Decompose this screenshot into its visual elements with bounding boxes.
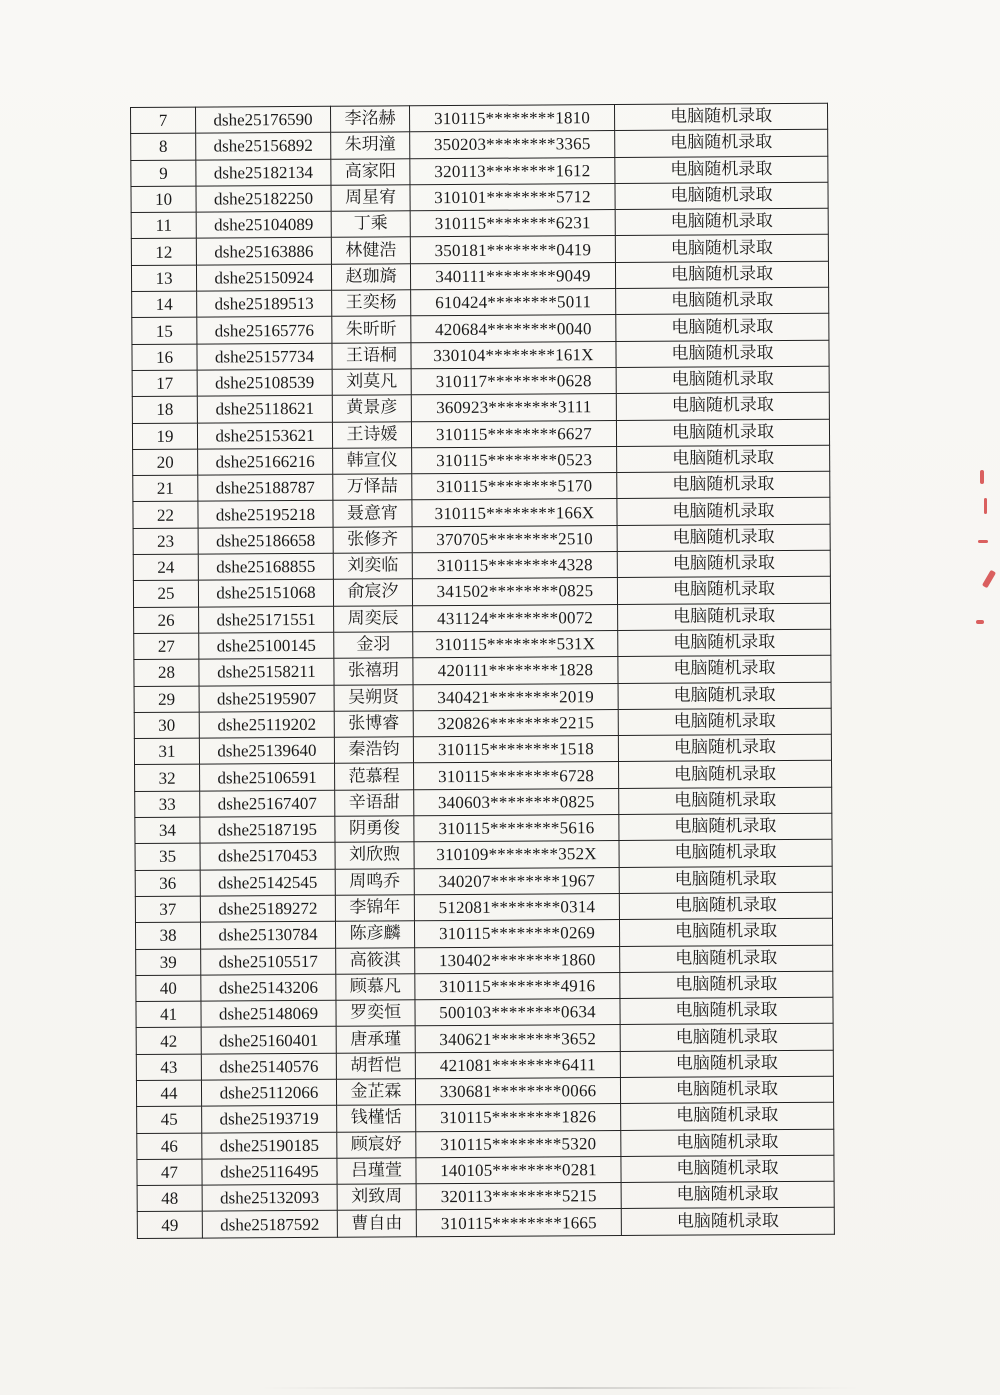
cell-registration-id: dshe25119202 (199, 711, 334, 738)
cell-admission-method: 电脑随机录取 (620, 1024, 833, 1052)
cell-id-card: 350181********0419 (410, 236, 615, 264)
cell-registration-id: dshe25118621 (197, 396, 332, 423)
cell-admission-method: 电脑随机录取 (615, 235, 828, 263)
cell-index: 24 (133, 554, 198, 581)
cell-index: 14 (132, 291, 197, 318)
cell-index: 23 (133, 528, 198, 555)
cell-admission-method: 电脑随机录取 (620, 971, 833, 999)
cell-student-name: 金芷霖 (336, 1079, 415, 1106)
cell-student-name: 王诗媛 (332, 421, 411, 448)
table-row (135, 866, 832, 897)
cell-student-name: 胡哲恺 (336, 1052, 415, 1079)
cell-id-card: 340621********3652 (415, 1025, 620, 1053)
table-row (131, 130, 828, 161)
cell-admission-method: 电脑随机录取 (618, 603, 831, 631)
cell-student-name: 朱昕昕 (332, 316, 411, 343)
cell-id-card: 320113********1612 (410, 157, 615, 185)
cell-index: 38 (135, 922, 200, 949)
cell-registration-id: dshe25105517 (201, 948, 336, 975)
cell-student-name: 刘欣煦 (335, 842, 414, 869)
table-row (134, 655, 831, 686)
cell-student-name: 辛语甜 (335, 789, 414, 816)
cell-admission-method: 电脑随机录取 (617, 445, 830, 473)
cell-student-name: 张禧玥 (334, 658, 413, 685)
cell-registration-id: dshe25176590 (196, 106, 331, 133)
table-row (135, 787, 832, 818)
table-row (137, 1208, 834, 1239)
cell-student-name: 范慕程 (335, 763, 414, 790)
table-row (132, 287, 829, 318)
cell-registration-id: dshe25168855 (198, 553, 333, 580)
cell-student-name: 张博睿 (334, 711, 413, 738)
table-row (132, 340, 829, 371)
table-row (133, 524, 830, 555)
cell-student-name: 曹自由 (337, 1210, 416, 1237)
cell-student-name: 刘莫凡 (332, 369, 411, 396)
cell-student-name: 刘奕临 (333, 553, 412, 580)
cell-index: 12 (131, 239, 196, 266)
cell-id-card: 310115********6231 (410, 210, 615, 238)
cell-index: 26 (134, 607, 199, 634)
cell-admission-method: 电脑随机录取 (621, 1208, 834, 1236)
cell-registration-id: dshe25195907 (199, 685, 334, 712)
cell-student-name: 刘致周 (337, 1184, 416, 1211)
cell-admission-method: 电脑随机录取 (619, 761, 832, 789)
table-row (136, 1050, 833, 1081)
table-row (136, 945, 833, 976)
cell-id-card: 320826********2215 (413, 709, 618, 737)
cell-admission-method: 电脑随机录取 (618, 655, 831, 683)
cell-registration-id: dshe25150924 (196, 264, 331, 291)
table-row (135, 892, 832, 923)
cell-registration-id: dshe25163886 (196, 238, 331, 265)
cell-index: 10 (131, 186, 196, 213)
cell-registration-id: dshe25189272 (200, 895, 335, 922)
cell-student-name: 阴勇俊 (335, 816, 414, 843)
table-row (131, 208, 828, 239)
cell-registration-id: dshe25106591 (200, 764, 335, 791)
cell-index: 22 (133, 502, 198, 529)
cell-admission-method: 电脑随机录取 (617, 471, 830, 499)
cell-admission-method: 电脑随机录取 (617, 498, 830, 526)
cell-registration-id: dshe25112066 (201, 1079, 336, 1106)
cell-index: 45 (137, 1106, 202, 1133)
cell-index: 40 (136, 975, 201, 1002)
cell-index: 8 (131, 133, 196, 160)
cell-index: 21 (133, 475, 198, 502)
cell-id-card: 310115********5320 (416, 1130, 621, 1158)
cell-id-card: 512081********0314 (414, 893, 619, 921)
cell-id-card: 310115********5616 (414, 815, 619, 843)
cell-admission-method: 电脑随机录取 (619, 918, 832, 946)
table-row (132, 314, 829, 345)
cell-admission-method: 电脑随机录取 (615, 261, 828, 289)
cell-registration-id: dshe25108539 (197, 369, 332, 396)
cell-admission-method: 电脑随机录取 (617, 577, 830, 605)
cell-id-card: 310117********0628 (411, 368, 616, 396)
table-row (133, 550, 830, 581)
cell-id-card: 340421********2019 (413, 683, 618, 711)
table-row (136, 997, 833, 1028)
cell-registration-id: dshe25160401 (201, 1027, 336, 1054)
table-row (133, 445, 830, 476)
cell-admission-method: 电脑随机录取 (620, 945, 833, 973)
cell-admission-method: 电脑随机录取 (619, 866, 832, 894)
cell-admission-method: 电脑随机录取 (616, 314, 829, 342)
cell-id-card: 310115********1810 (409, 105, 614, 133)
table-row (131, 182, 828, 213)
table-row (134, 629, 831, 660)
cell-student-name: 顾宸妤 (337, 1131, 416, 1158)
cell-id-card: 310115********0523 (412, 446, 617, 474)
cell-id-card: 130402********1860 (415, 946, 620, 974)
admission-table-wrapper (130, 103, 829, 1239)
table-row (131, 235, 828, 266)
cell-student-name: 朱玥潼 (331, 132, 410, 159)
cell-registration-id: dshe25140576 (201, 1053, 336, 1080)
cell-id-card: 340111********9049 (410, 262, 615, 290)
cell-index: 28 (134, 659, 199, 686)
cell-index: 48 (137, 1185, 202, 1212)
cell-student-name: 王语桐 (332, 342, 411, 369)
cell-student-name: 顾慕凡 (336, 974, 415, 1001)
cell-admission-method: 电脑随机录取 (619, 813, 832, 841)
cell-id-card: 310101********5712 (410, 183, 615, 211)
cell-student-name: 张修齐 (333, 527, 412, 554)
cell-admission-method: 电脑随机录取 (618, 734, 831, 762)
cell-admission-method: 电脑随机录取 (620, 997, 833, 1025)
cell-registration-id: dshe25100145 (199, 632, 334, 659)
table-row (132, 419, 829, 450)
cell-id-card: 310115********166X (412, 499, 617, 527)
cell-id-card: 341502********0825 (412, 578, 617, 606)
cell-student-name: 万怿喆 (333, 474, 412, 501)
table-row (135, 918, 832, 949)
cell-id-card: 310115********1826 (416, 1104, 621, 1132)
cell-index: 42 (136, 1027, 201, 1054)
cell-admission-method: 电脑随机录取 (621, 1181, 834, 1209)
cell-index: 29 (134, 686, 199, 713)
cell-student-name: 周奕辰 (334, 605, 413, 632)
cell-admission-method: 电脑随机录取 (614, 103, 827, 131)
admission-table (130, 103, 835, 1239)
cell-index: 20 (133, 449, 198, 476)
cell-admission-method: 电脑随机录取 (621, 1103, 834, 1131)
cell-admission-method: 电脑随机录取 (619, 892, 832, 920)
cell-student-name: 黄景彦 (332, 395, 411, 422)
cell-id-card: 610424********5011 (411, 289, 616, 317)
cell-index: 11 (131, 212, 196, 239)
cell-id-card: 310115********531X (413, 630, 618, 658)
cell-admission-method: 电脑随机录取 (616, 340, 829, 368)
cell-admission-method: 电脑随机录取 (621, 1155, 834, 1183)
cell-index: 34 (135, 817, 200, 844)
cell-student-name: 金羽 (334, 632, 413, 659)
cell-index: 44 (136, 1080, 201, 1107)
cell-registration-id: dshe25139640 (199, 737, 334, 764)
cell-admission-method: 电脑随机录取 (620, 1050, 833, 1078)
cell-index: 18 (132, 396, 197, 423)
cell-index: 46 (137, 1133, 202, 1160)
cell-registration-id: dshe25151068 (198, 580, 333, 607)
cell-admission-method: 电脑随机录取 (619, 787, 832, 815)
cell-id-card: 310115********0269 (414, 920, 619, 948)
cell-registration-id: dshe25193719 (202, 1106, 337, 1133)
cell-registration-id: dshe25167407 (200, 790, 335, 817)
cell-student-name: 吴朔贤 (334, 684, 413, 711)
cell-index: 17 (132, 370, 197, 397)
cell-index: 49 (137, 1212, 202, 1239)
cell-index: 16 (132, 344, 197, 371)
cell-id-card: 431124********0072 (413, 604, 618, 632)
page-bottom-shadow (260, 1387, 860, 1389)
cell-registration-id: dshe25195218 (198, 501, 333, 528)
table-row (136, 1024, 833, 1055)
cell-student-name: 罗奕恒 (336, 1000, 415, 1027)
cell-registration-id: dshe25171551 (199, 606, 334, 633)
table-row (134, 682, 831, 713)
cell-admission-method: 电脑随机录取 (617, 550, 830, 578)
cell-registration-id: dshe25187195 (200, 816, 335, 843)
cell-registration-id: dshe25188787 (198, 474, 333, 501)
table-row (132, 392, 829, 423)
cell-student-name: 吕瑾萱 (337, 1158, 416, 1185)
cell-admission-method: 电脑随机录取 (616, 366, 829, 394)
cell-index: 15 (132, 317, 197, 344)
cell-index: 27 (134, 633, 199, 660)
cell-id-card: 350203********3365 (410, 131, 615, 159)
cell-registration-id: dshe25189513 (197, 290, 332, 317)
cell-id-card: 340603********0825 (414, 788, 619, 816)
cell-id-card: 421081********6411 (415, 1051, 620, 1079)
table-row (134, 603, 831, 634)
cell-index: 7 (131, 107, 196, 134)
admission-table-body (131, 103, 835, 1238)
cell-admission-method: 电脑随机录取 (618, 708, 831, 736)
table-row (133, 471, 830, 502)
cell-admission-method: 电脑随机录取 (615, 182, 828, 210)
table-row (134, 708, 831, 739)
cell-index: 30 (134, 712, 199, 739)
cell-student-name: 俞宸汐 (333, 579, 412, 606)
cell-admission-method: 电脑随机录取 (621, 1129, 834, 1157)
cell-registration-id: dshe25153621 (197, 422, 332, 449)
cell-student-name: 赵珈旖 (331, 264, 410, 291)
cell-id-card: 370705********2510 (412, 525, 617, 553)
cell-index: 13 (131, 265, 196, 292)
cell-id-card: 310115********6728 (414, 762, 619, 790)
cell-registration-id: dshe25186658 (198, 527, 333, 554)
cell-registration-id: dshe25158211 (199, 658, 334, 685)
cell-id-card: 310115********6627 (411, 420, 616, 448)
cell-id-card: 420684********0040 (411, 315, 616, 343)
cell-registration-id: dshe25187592 (202, 1211, 337, 1238)
cell-student-name: 唐承瑾 (336, 1026, 415, 1053)
cell-index: 37 (135, 896, 200, 923)
cell-student-name: 秦浩钧 (334, 737, 413, 764)
cell-registration-id: dshe25156892 (196, 133, 331, 160)
cell-admission-method: 电脑随机录取 (616, 392, 829, 420)
cell-id-card: 320113********5215 (416, 1183, 621, 1211)
cell-index: 47 (137, 1159, 202, 1186)
cell-student-name: 王奕杨 (332, 290, 411, 317)
cell-index: 33 (135, 791, 200, 818)
cell-student-name: 丁乘 (331, 211, 410, 238)
cell-registration-id: dshe25166216 (198, 448, 333, 475)
cell-index: 39 (136, 949, 201, 976)
cell-registration-id: dshe25182250 (196, 185, 331, 212)
cell-registration-id: dshe25182134 (196, 159, 331, 186)
cell-admission-method: 电脑随机录取 (615, 130, 828, 158)
cell-registration-id: dshe25104089 (196, 211, 331, 238)
cell-index: 43 (136, 1054, 201, 1081)
table-row (137, 1129, 834, 1160)
cell-admission-method: 电脑随机录取 (616, 419, 829, 447)
table-row (131, 261, 828, 292)
table-row (135, 813, 832, 844)
cell-registration-id: dshe25130784 (200, 921, 335, 948)
cell-id-card: 310115********4328 (412, 552, 617, 580)
cell-id-card: 310115********5170 (412, 473, 617, 501)
cell-admission-method: 电脑随机录取 (619, 840, 832, 868)
table-row (135, 840, 832, 871)
cell-registration-id: dshe25132093 (202, 1184, 337, 1211)
cell-student-name: 陈彦麟 (335, 921, 414, 948)
cell-student-name: 李锦年 (335, 895, 414, 922)
cell-student-name: 钱槿恬 (337, 1105, 416, 1132)
cell-index: 36 (135, 870, 200, 897)
cell-id-card: 310115********4916 (415, 972, 620, 1000)
red-stamp-edge-mark (972, 470, 996, 650)
cell-id-card: 420111********1828 (413, 657, 618, 685)
cell-registration-id: dshe25143206 (201, 974, 336, 1001)
cell-index: 32 (135, 765, 200, 792)
cell-admission-method: 电脑随机录取 (616, 287, 829, 315)
cell-registration-id: dshe25142545 (200, 869, 335, 896)
cell-student-name: 聂意宵 (333, 500, 412, 527)
cell-admission-method: 电脑随机录取 (615, 208, 828, 236)
cell-admission-method: 电脑随机录取 (615, 156, 828, 184)
table-row (137, 1155, 834, 1186)
cell-id-card: 310109********352X (414, 841, 619, 869)
cell-admission-method: 电脑随机录取 (618, 629, 831, 657)
cell-student-name: 李洺赫 (330, 106, 409, 133)
cell-id-card: 500103********0634 (415, 999, 620, 1027)
cell-id-card: 310115********1665 (416, 1209, 621, 1237)
cell-index: 35 (135, 843, 200, 870)
cell-index: 9 (131, 160, 196, 187)
cell-student-name: 林健浩 (331, 237, 410, 264)
cell-student-name: 高筱淇 (336, 947, 415, 974)
cell-index: 19 (132, 423, 197, 450)
cell-registration-id: dshe25116495 (202, 1158, 337, 1185)
table-row (136, 1076, 833, 1107)
cell-id-card: 330104********161X (411, 341, 616, 369)
table-row (132, 366, 829, 397)
cell-id-card: 330681********0066 (415, 1078, 620, 1106)
table-row (137, 1181, 834, 1212)
table-row (134, 734, 831, 765)
cell-registration-id: dshe25190185 (202, 1132, 337, 1159)
cell-index: 25 (133, 580, 198, 607)
cell-index: 31 (134, 738, 199, 765)
cell-registration-id: dshe25165776 (197, 317, 332, 344)
cell-student-name: 周鸣乔 (335, 868, 414, 895)
table-row (133, 577, 830, 608)
table-row (131, 103, 828, 134)
cell-id-card: 310115********1518 (413, 736, 618, 764)
cell-id-card: 360923********3111 (411, 394, 616, 422)
table-row (133, 498, 830, 529)
cell-admission-method: 电脑随机录取 (617, 524, 830, 552)
cell-index: 41 (136, 1001, 201, 1028)
table-row (135, 761, 832, 792)
cell-admission-method: 电脑随机录取 (618, 682, 831, 710)
table-row (136, 971, 833, 1002)
cell-admission-method: 电脑随机录取 (620, 1076, 833, 1104)
cell-id-card: 340207********1967 (414, 867, 619, 895)
cell-id-card: 140105********0281 (416, 1156, 621, 1184)
table-row (131, 156, 828, 187)
cell-registration-id: dshe25148069 (201, 1000, 336, 1027)
cell-registration-id: dshe25157734 (197, 343, 332, 370)
cell-student-name: 周星宥 (331, 185, 410, 212)
cell-student-name: 高家阳 (331, 158, 410, 185)
cell-registration-id: dshe25170453 (200, 843, 335, 870)
table-row (137, 1103, 834, 1134)
cell-student-name: 韩宣仪 (333, 448, 412, 475)
